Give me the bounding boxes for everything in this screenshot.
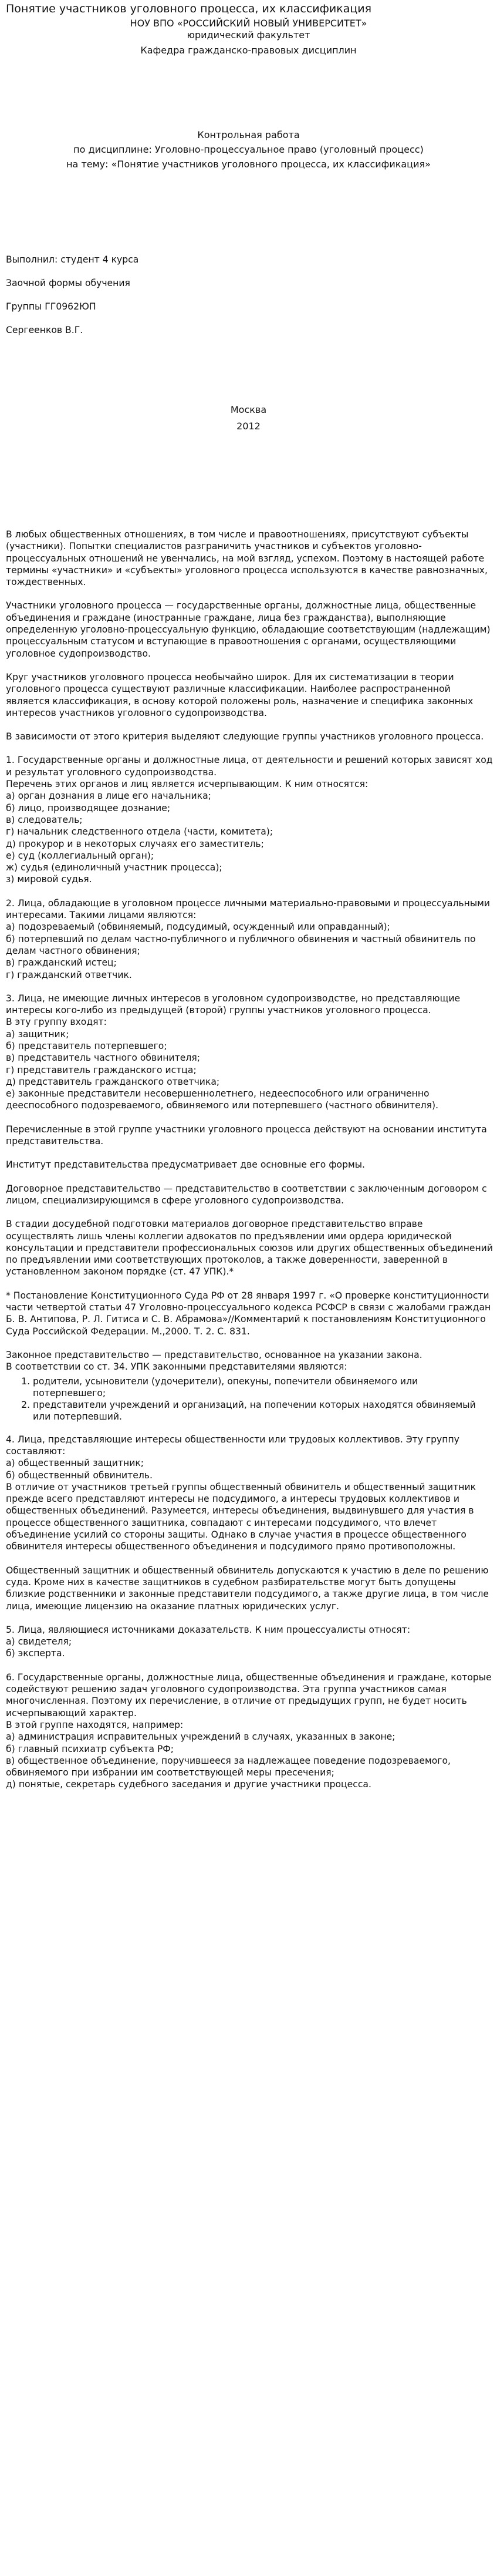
author-line: Группы ГГ0962ЮП: [6, 301, 96, 312]
work-type: Контрольная работа: [197, 129, 300, 140]
text-line: г) начальник следственного отдела (части, комитета);: [6, 826, 273, 838]
author-line: Выполнил: студент 4 курса: [6, 254, 139, 265]
paragraph: Институт представительства предусматривает две основные его формы.: [6, 1159, 366, 1171]
paragraph-group-2: [6, 897, 493, 981]
text-line: б) представитель потерпевшего;: [6, 1040, 167, 1051]
text-line: а) свидетеля;: [6, 1636, 72, 1647]
paragraph-group-3: [6, 993, 493, 1112]
text-line: д) прокурор и в некоторых случаях его заместитель;: [6, 838, 264, 849]
text-line: б) главный психиатр субъекта РФ;: [6, 1743, 174, 1754]
text-line: а) защитник;: [6, 1028, 69, 1040]
paragraph: Круг участников уголовного процесса необычайно широк. Для их систематизации в теории уголовного процесса существуют различные классификации. Наиболее распространенной является классификация, в основу которой положены роль, назначение и специфика законных интересов участников уголовного судопроизводства.: [6, 671, 474, 718]
text-line: 2. Лица, обладающие в уголовном процессе личными материально-правовыми и процессуальными интересами. Такими лицами являются:: [6, 897, 491, 921]
text-line: Законное представительство — представительство, основанное на указании закона.: [6, 1349, 422, 1360]
text-line: а) подозреваемый (обвиняемый, подсудимый, осужденный или оправданный);: [6, 922, 390, 933]
paragraph: В зависимости от этого критерия выделяют следующие группы участников уголовного процесса.: [6, 731, 484, 742]
work-topic: на тему: «Понятие участников уголовного процесса, их классификация»: [66, 159, 431, 170]
text-line: д) представитель гражданского ответчика;: [6, 1076, 220, 1087]
text-line: 1. Государственные органы и должностные лица, от деятельности и решений которых зависят ход и результат уголовного судопроизводства.: [6, 755, 493, 778]
text-line: В эту группу входят:: [6, 1017, 107, 1028]
paragraph: Перечисленные в этой группе участники уголовного процесса действуют на основании института представительства.: [6, 1124, 487, 1147]
paragraph-group-legal: [6, 1349, 493, 1373]
text-line: е) законные представители несовершеннолетнего, недееспособного или ограниченно дееспособного подозреваемого, обвиняемого или потерпевшего (частного обвинителя).: [6, 1088, 439, 1111]
text-line: б) эксперта.: [6, 1648, 65, 1659]
author-line: Заочной формы обучения: [6, 278, 130, 288]
department-name: Кафедра гражданско-правовых дисциплин: [140, 45, 357, 56]
text-line: В соответствии со ст. 34. УПК законными представителями являются:: [6, 1361, 347, 1373]
paragraph: В любых общественных отношениях, в том числе и правоотношениях, присутствуют субъекты (участники). Попытки специалистов разграничить участников и субъектов уголовно-процессуальных отношений не увенчались, на мой взгляд, успехом. Поэтому в настоящей работе термины «участники» и «субъекты» уголовного процесса используются в качестве равнозначных, тождественных.: [6, 529, 488, 588]
text-line: е) суд (коллегиальный орган);: [6, 850, 154, 861]
institution-name: НОУ ВПО «РОССИЙСКИЙ НОВЫЙ УНИВЕРСИТЕТ»: [130, 18, 367, 29]
text-line: б) общественный обвинитель.: [6, 1469, 153, 1481]
text-line: а) администрация исправительных учреждений в случаях, указанных в законе;: [6, 1731, 395, 1743]
paragraph-group-1: [6, 754, 493, 885]
text-line: 6. Государственные органы, должностные лица, общественные объединения и граждане, которые содействуют решению задач уголовного судопроизводства. Эта группа участников самая многочисленная. Поэтому их перечисление, в отличие от предыдущих групп, не будет носить исчерпывающий характер.: [6, 1672, 492, 1719]
list-item: 1. родители, усыновители (удочерители), опекуны, попечители обвиняемого или потерпевшего;: [33, 1376, 493, 1400]
footnote: * Постановление Конституционного Суда РФ от 28 января 1997 г. «О проверке конституционности части четвертой статьи 47 Уголовно-процессуального кодекса РСФСР в связи с жалобами граждан Б. В. Антипова, Р. Л. Гитиса и С. В. Абрамова»//Комментарий к постановлениям Конституционного Суда Российской Федерации. М.,2000. Т. 2. С. 831.: [6, 1290, 491, 1337]
author-line: Сергеенков В.Г.: [6, 325, 83, 335]
text-line: В отличие от участников третьей группы общественный обвинитель и общественный защитник прежде всего представляют интересы не подсудимого, а интересы трудовых коллективов и общественных объединений. Разумеется, интересы объединения, выдвинувшего для участия в процессе общественного защитника, совпадают с интересами подсудимого, что влечет объединение усилий со стороны защиты. Однако в случае участия в процессе общественного обвинителя интересы общественного объединения и подсудимого прямо противоположны.: [6, 1481, 476, 1552]
paragraph-group-4: [6, 1434, 493, 1553]
year: 2012: [236, 421, 261, 432]
paragraph: В стадии досудебной подготовки материалов договорное представительство вправе осуществлять лишь члены коллегии адвокатов по предъявлении ими ордера юридической консультации и представители профессиональных союзов или других общественных объединений по предъявлении ими соответствующих протоколов, а также доверенности, заверенной в установленном законом порядке (ст. 47 УПК).*: [6, 1219, 493, 1277]
document-body: [6, 529, 493, 1802]
paragraph-group-5: [6, 1624, 493, 1660]
text-line: в) представитель частного обвинителя;: [6, 1052, 200, 1064]
text-line: б) лицо, производящее дознание;: [6, 802, 171, 813]
work-discipline: по дисциплине: Уголовно-процессуальное право (уголовный процесс): [73, 144, 424, 155]
legal-representatives-list: [6, 1376, 493, 1423]
text-line: 5. Лица, являющиеся источниками доказательств. К ним процессуалисты относят:: [6, 1624, 411, 1635]
text-line: а) общественный защитник;: [6, 1458, 144, 1469]
city: Москва: [230, 404, 267, 415]
text-line: в) гражданский истец;: [6, 957, 117, 968]
text-line: в) следователь;: [6, 814, 83, 825]
paragraph: Участники уголовного процесса — государственные органы, должностные лица, общественные объединения и граждане (иностранные граждане, лица без гражданства), выполняющие определенную уголовно-процессуальную функцию, обладающие соответствующим (надлежащим) процессуальным статусом и вступающие в правоотношения с органами, осуществляющими уголовное судопроизводство.: [6, 600, 491, 659]
paragraph: Общественный защитник и общественный обвинитель допускаются к участию в деле по решению суда. Кроме них в качестве защитников в судебном разбирательстве могут быть допущены близкие родственники и законные представители подсудимого, а также другие лица, в том числе лица, имеющие лицензию на оказание платных юридических услуг.: [6, 1565, 489, 1612]
text-line: б) потерпевший по делам частно-публичного и публичного обвинения и частный обвинитель по делам частного обвинения;: [6, 933, 476, 956]
text-line: в) общественное объединение, поручившееся за надлежащее поведение подозреваемого, обвиняемого при избрании им соответствующей меры пресечения;: [6, 1755, 451, 1778]
text-line: з) мировой судья.: [6, 874, 92, 885]
text-line: Перечень этих органов и лиц является исчерпывающим. К ним относятся:: [6, 779, 368, 790]
text-line: г) представитель гражданского истца;: [6, 1064, 197, 1075]
text-line: ж) судья (единоличный участник процесса);: [6, 862, 222, 873]
faculty-name: юридический факультет: [187, 29, 310, 41]
author-block: [6, 254, 138, 348]
text-line: г) гражданский ответчик.: [6, 969, 132, 980]
list-item: 2. представители учреждений и организаций, на попечении которых находятся обвиняемый или потерпевший.: [33, 1399, 493, 1423]
document-title: Понятие участников уголовного процесса, их классификация: [6, 2, 372, 15]
text-line: 3. Лица, не имеющие личных интересов в уголовном судопроизводстве, но представляющие интересы кого-либо из предыдущей (второй) группы участников уголовного процесса.: [6, 993, 461, 1016]
text-line: 4. Лица, представляющие интересы общественности или трудовых коллективов. Эту группу составляют:: [6, 1434, 459, 1457]
text-line: д) понятые, секретарь судебного заседания и другие участники процесса.: [6, 1779, 371, 1790]
text-line: В этой группе находятся, например:: [6, 1719, 184, 1730]
paragraph: Договорное представительство — представительство в соответствии с заключенным договором с лицом, специализирующимся в сфере уголовного судопроизводства.: [6, 1183, 487, 1206]
paragraph-group-6: [6, 1672, 493, 1791]
text-line: а) орган дознания в лице его начальника;: [6, 791, 211, 802]
